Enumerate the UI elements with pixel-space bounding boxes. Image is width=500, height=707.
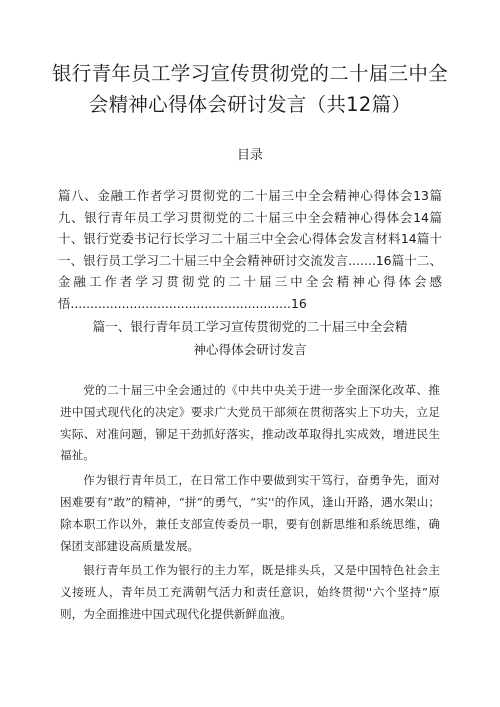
title-line-1: 银行青年员工学习宣传贯彻党的二十届三中全 (52, 62, 449, 85)
section-title-line-2: 神心得体会研讨发言 (193, 342, 307, 357)
section-title-line-1: 篇一、银行青年员工学习宣传贯彻党的二十届三中全会精 (92, 319, 408, 334)
section-title (52, 316, 448, 360)
title-line-2: 会精神心得体会研讨发言（共12篇） (88, 93, 412, 116)
body-text (60, 380, 440, 626)
toc-heading: 目录 (236, 148, 263, 163)
document-title (52, 58, 448, 120)
paragraph: 作为银行青年员工，在日常工作中要做到实干笃行，奋勇争先，面对困难要有“敢”的精神，“拼”的勇气，“实''的作风，逢山开路，遇水架山；除本职工作以外，兼任支部宣传委员一职，要有创新思维和系统思维，确保团支部建设高质量发展。 (60, 473, 440, 553)
table-of-contents: 篇八、金融工作者学习贯彻党的二十届三中全会精神心得体会13篇九、银行青年员工学习贯彻党的二十届三中全会精神心得体会14篇十、银行党委书记行长学习二十届三中全会心得体会发言材料14篇十一、银行员工学习二十届三中全会精神研讨交流发言.......16篇十二、金融工作者学习贯彻党的二十届三中全会精神心得体会感悟........................................................16 (58, 188, 442, 311)
paragraph: 党的二十届三中全会通过的《中共中央关于进一步全面深化改革、推进中国式现代化的决定》要求广大党员干部须在贯彻落实上下功夫，立足实际、对准问题，铆足干劲抓好落实，推动改革取得扎实成效，增进民生福祉。 (60, 383, 440, 463)
paragraph: 银行青年员工作为银行的主力军，既是排头兵，又是中国特色社会主义接班人，青年员工充满朝气活力和责任意识，始终贯彻''六个坚持”原则，为全面推进中国式现代化提供新鲜血液。 (60, 563, 440, 621)
